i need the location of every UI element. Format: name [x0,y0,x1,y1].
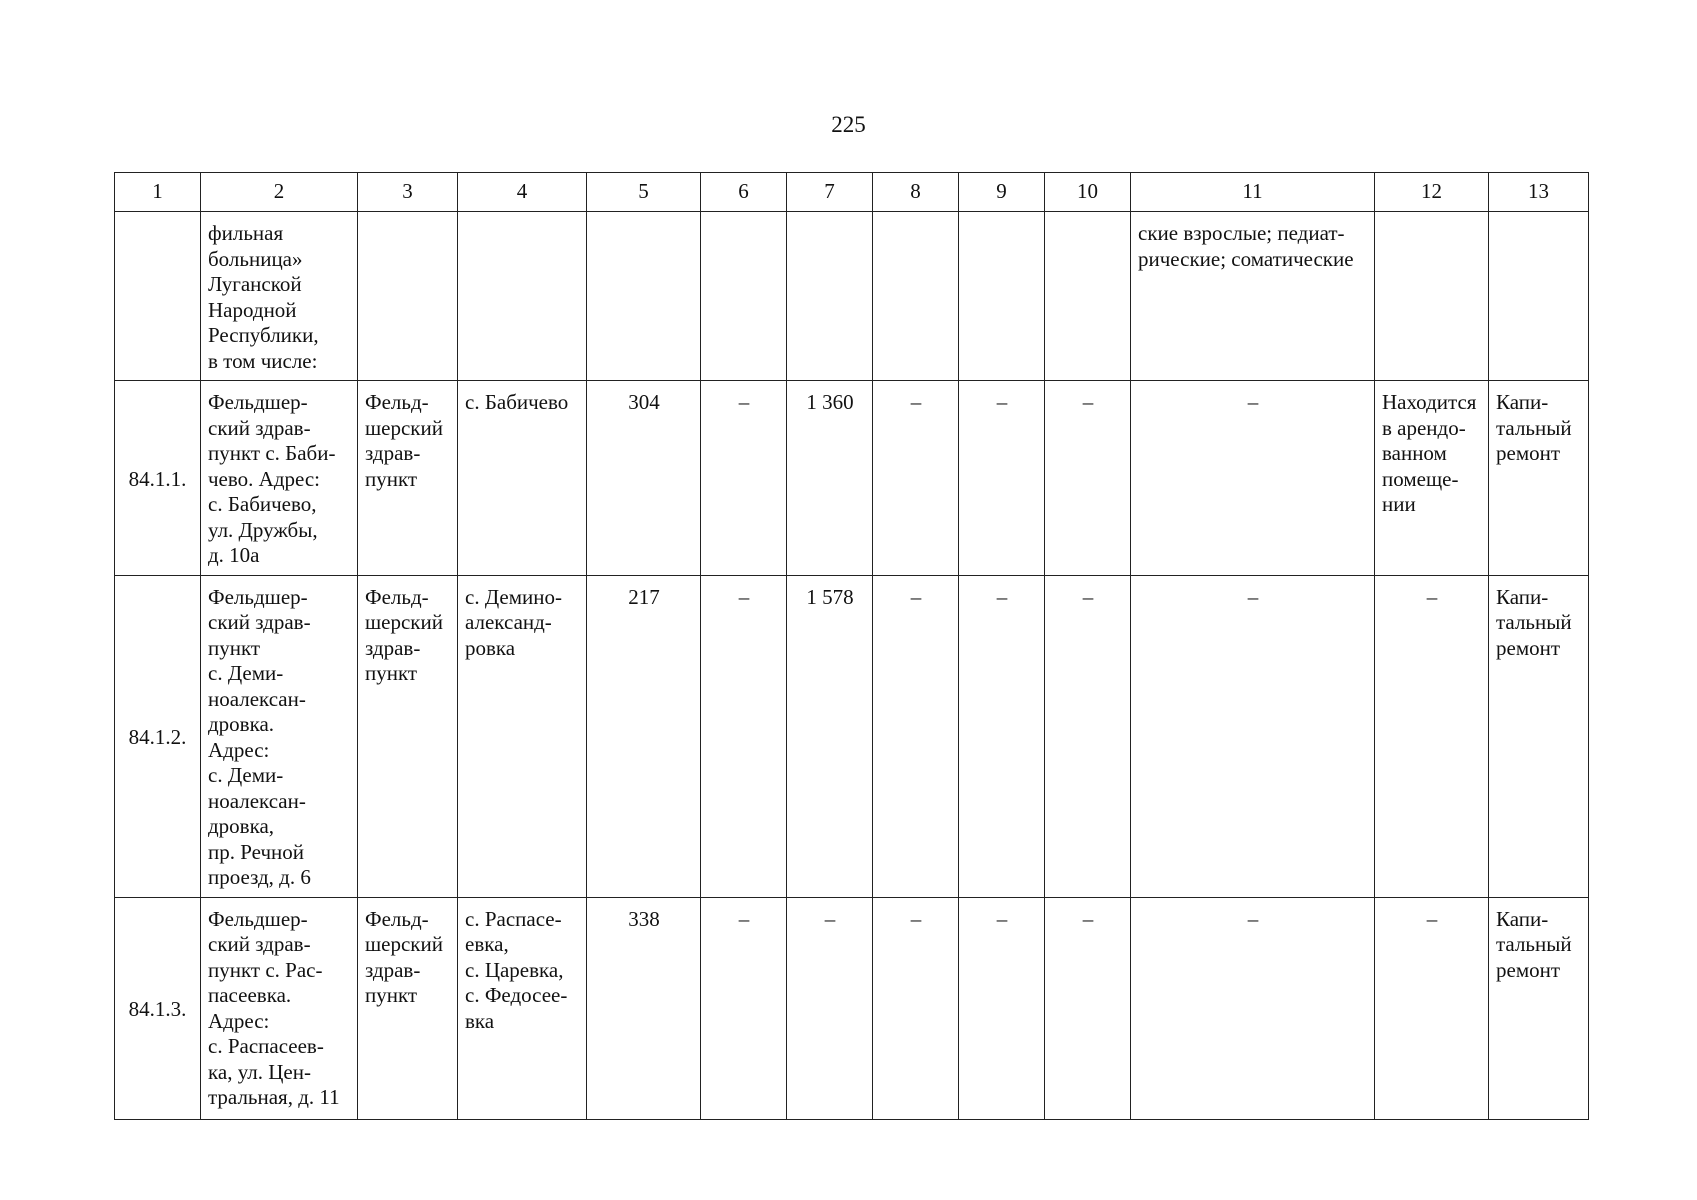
col11-cell: – [1131,575,1375,897]
col6-cell: – [701,575,787,897]
col12-cell: – [1375,897,1489,1119]
col8-cell [873,212,959,381]
row-number-cell: 84.1.2. [115,575,201,897]
col12-cell [1375,212,1489,381]
col11-cell: ские взрослые; педиат- рические; соматические [1131,212,1375,381]
facility-type-cell: Фельд- шерский здрав- пункт [358,381,458,576]
col8-cell: – [873,575,959,897]
settlement-cell: с. Распасе- евка, с. Царевка, с. Федосее- вка [458,897,587,1119]
column-number-cell: 3 [358,173,458,212]
col10-cell: – [1045,381,1131,576]
col10-cell: – [1045,897,1131,1119]
col7-cell: 1 360 [787,381,873,576]
facility-name-cell: Фельдшер- ский здрав- пункт с. Баби- чево. Адрес: с. Бабичево, ул. Дружбы, д. 10а [201,381,358,576]
col8-cell: – [873,897,959,1119]
row-number-cell: 84.1.1. [115,381,201,576]
column-number-cell: 5 [587,173,701,212]
settlement-cell [458,212,587,381]
col13-cell [1489,212,1589,381]
row-number-cell: 84.1.3. [115,897,201,1119]
col10-cell [1045,212,1131,381]
col9-cell [959,212,1045,381]
facility-name-cell: фильная больница» Луганской Народной Республики, в том числе: [201,212,358,381]
column-number-cell: 7 [787,173,873,212]
table-row [115,897,1589,1119]
settlement-cell: с. Бабичево [458,381,587,576]
col6-cell: – [701,897,787,1119]
column-number-cell: 13 [1489,173,1589,212]
column-number-cell: 2 [201,173,358,212]
row-number-cell [115,212,201,381]
col6-cell: – [701,381,787,576]
column-number-cell: 4 [458,173,587,212]
table-row [115,212,1589,381]
col5-cell [587,212,701,381]
col7-cell [787,212,873,381]
col10-cell: – [1045,575,1131,897]
table-row [115,575,1589,897]
col11-cell: – [1131,897,1375,1119]
col5-cell: 217 [587,575,701,897]
col13-cell: Капи- тальный ремонт [1489,897,1589,1119]
col8-cell: – [873,381,959,576]
column-number-cell: 12 [1375,173,1489,212]
col12-cell: – [1375,575,1489,897]
col13-cell: Капи- тальный ремонт [1489,381,1589,576]
facility-type-cell: Фельд- шерский здрав- пункт [358,897,458,1119]
col5-cell: 338 [587,897,701,1119]
column-number-cell: 9 [959,173,1045,212]
col9-cell: – [959,897,1045,1119]
col6-cell [701,212,787,381]
col13-cell: Капи- тальный ремонт [1489,575,1589,897]
column-number-row [115,173,1589,212]
facility-type-cell: Фельд- шерский здрав- пункт [358,575,458,897]
col7-cell: – [787,897,873,1119]
column-number-cell: 10 [1045,173,1131,212]
page-number: 225 [831,112,866,137]
settlement-cell: с. Демино- александ- ровка [458,575,587,897]
facility-name-cell: Фельдшер- ский здрав- пункт с. Деми- ноалексан- дровка. Адрес: с. Деми- ноалексан- дровка, пр. Речной проезд, д. 6 [201,575,358,897]
column-number-cell: 11 [1131,173,1375,212]
column-number-cell: 8 [873,173,959,212]
col5-cell: 304 [587,381,701,576]
column-number-cell: 6 [701,173,787,212]
table-row [115,381,1589,576]
col9-cell: – [959,381,1045,576]
col11-cell: – [1131,381,1375,576]
col9-cell: – [959,575,1045,897]
column-number-cell: 1 [115,173,201,212]
col7-cell: 1 578 [787,575,873,897]
facility-name-cell: Фельдшер- ский здрав- пункт с. Рас- пасеевка. Адрес: с. Распасеев- ка, ул. Цен- тральная, д. 11 [201,897,358,1119]
col12-cell: Находится в арендо- ванном помеще- нии [1375,381,1489,576]
facilities-table [114,172,1589,1120]
facility-type-cell [358,212,458,381]
